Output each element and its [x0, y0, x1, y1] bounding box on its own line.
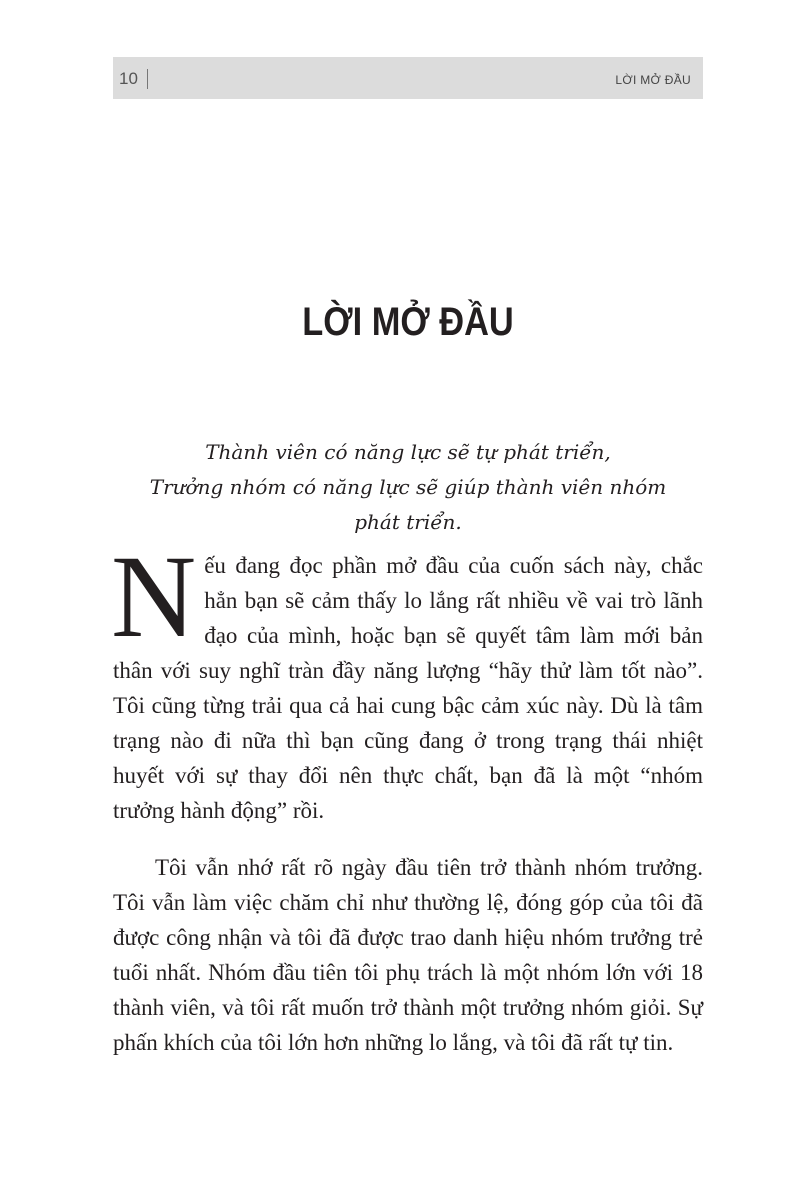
page-number: 10	[119, 69, 138, 88]
epigraph-line: Trưởng nhóm có năng lực sẽ giúp thành viên nhóm	[149, 475, 667, 499]
body-text	[111, 531, 703, 1060]
epigraph-line: phát triển.	[354, 510, 462, 534]
running-title: LỜI MỞ ĐẦU	[615, 73, 691, 87]
drop-cap: N	[111, 531, 197, 662]
chapter-title: LỜI MỞ ĐẦU	[302, 300, 514, 344]
paragraph-1	[111, 531, 703, 828]
epigraph-line: Thành viên có năng lực sẽ tự phát triển,	[205, 440, 611, 464]
epigraph	[113, 435, 703, 540]
header-divider	[147, 69, 148, 89]
paragraph-1-text: ếu đang đọc phần mở đầu của cuốn sách này, chắc hẳn bạn sẽ cảm thấy lo lắng rất nhiều về vai trò lãnh đạo của mình, hoặc bạn sẽ quyết tâm làm mới bản thân với suy nghĩ tràn đầy năng lượng “hãy thử làm tốt nào”. Tôi cũng từng trải qua cả hai cung bậc cảm xúc này. Dù là tâm trạng nào đi nữa thì bạn cũng đang ở trong trạng thái nhiệt huyết với sự thay đổi nên thực chất, bạn đã là một “nhóm trưởng hành động” rồi.	[113, 553, 703, 823]
paragraph-2: Tôi vẫn nhớ rất rõ ngày đầu tiên trở thành nhóm trưởng. Tôi vẫn làm việc chăm chỉ như thường lệ, đóng góp của tôi đã được công nhận và tôi đã được trao danh hiệu nhóm trưởng trẻ tuổi nhất. Nhóm đầu tiên tôi phụ trách là một nhóm lớn với 18 thành viên, và tôi rất muốn trở thành một trưởng nhóm giỏi. Sự phấn khích của tôi lớn hơn những lo lắng, và tôi đã rất tự tin.	[113, 855, 703, 1055]
running-header	[113, 57, 703, 99]
